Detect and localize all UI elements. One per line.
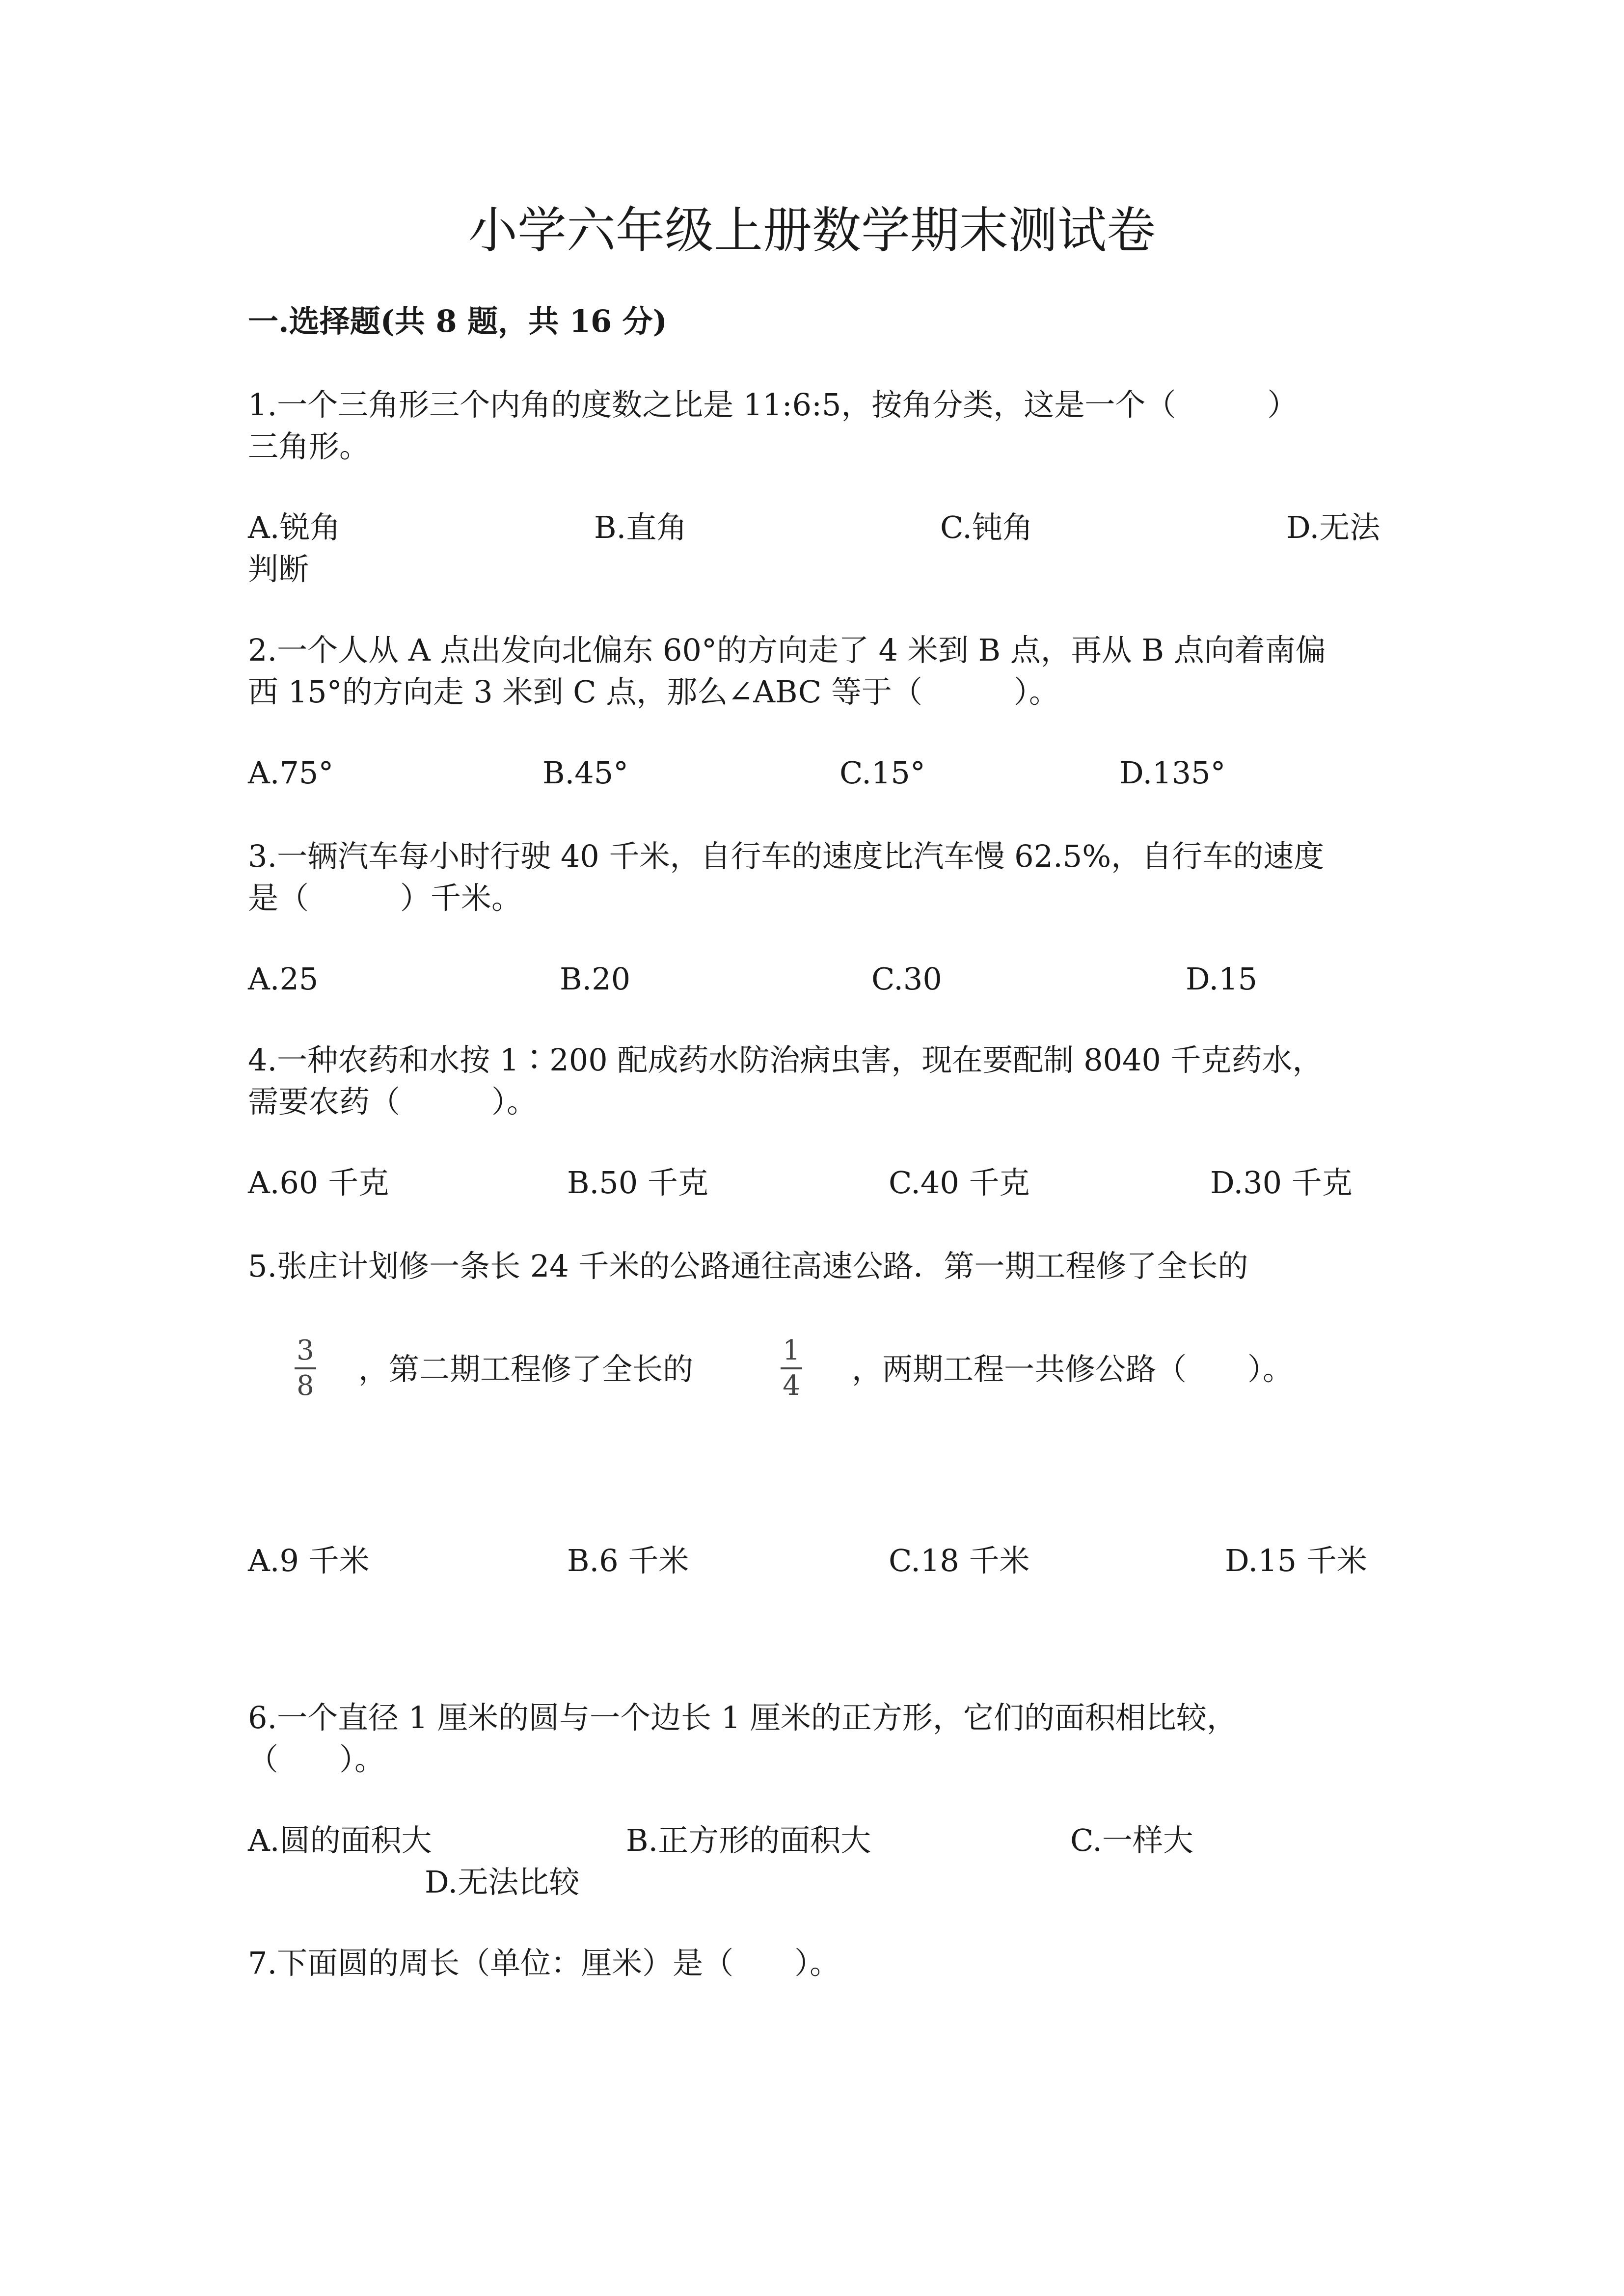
question-1-text: 1.一个三角形三个内角的度数之比是 11:6:5，按角分类，这是一个（ ）	[248, 387, 1298, 423]
question-1-option-d-cont: 判断	[248, 551, 309, 587]
question-5-text: 5.张庄计划修一条长 24 千米的公路通往高速公路．第一期工程修了全长的	[248, 1248, 1248, 1284]
question-3-option-d: D.15	[1186, 961, 1258, 997]
question-4-text: 4.一种农药和水按 1∶200 配成药水防治病虫害，现在要配制 8040 千克药水，	[248, 1042, 1323, 1078]
section-heading: 一.选择题(共 8 题，共 16 分)	[248, 303, 668, 339]
question-4-option-d: D.30 千克	[1210, 1165, 1353, 1201]
question-1-option-c: C.钝角	[940, 509, 1033, 545]
fraction-numerator: 1	[783, 1335, 800, 1366]
fraction-three-eighths	[295, 1335, 316, 1402]
question-4-option-c: C.40 千克	[889, 1165, 1030, 1201]
question-5-text-end: ，两期工程一共修公路（ ）。	[852, 1351, 1294, 1387]
question-3-option-a: A.25	[248, 961, 319, 997]
question-2-option-c: C.15°	[839, 755, 925, 791]
fraction-numerator: 3	[297, 1335, 314, 1366]
question-1-text-cont: 三角形。	[248, 428, 370, 464]
question-2-text: 2.一个人从 A 点出发向北偏东 60°的方向走了 4 米到 B 点，再从 B 点向着南偏	[248, 632, 1326, 668]
question-6-text: 6.一个直径 1 厘米的圆与一个边长 1 厘米的正方形，它们的面积相比较，	[248, 1700, 1237, 1735]
question-3-text-cont: 是（ ）千米。	[248, 880, 522, 916]
question-3-option-c: C.30	[871, 961, 942, 997]
question-4-option-a: A.60 千克	[248, 1165, 389, 1201]
question-6-option-b: B.正方形的面积大	[626, 1822, 871, 1858]
question-4-option-b: B.50 千克	[567, 1165, 708, 1201]
question-3-text: 3.一辆汽车每小时行驶 40 千米，自行车的速度比汽车慢 62.5%，自行车的速度	[248, 838, 1325, 874]
question-2-text-cont: 西 15°的方向走 3 米到 C 点，那么∠ABC 等于（ ）。	[248, 674, 1059, 710]
question-5-option-b: B.6 千米	[567, 1543, 689, 1578]
fraction-bar	[781, 1367, 802, 1369]
page-title: 小学六年级上册数学期末测试卷	[468, 202, 1156, 259]
question-1-option-d: D.无法	[1286, 509, 1380, 545]
fraction-denominator: 4	[783, 1370, 800, 1402]
question-5-option-d: D.15 千米	[1225, 1543, 1367, 1578]
question-2-option-b: B.45°	[542, 755, 629, 791]
question-2-option-d: D.135°	[1119, 755, 1226, 791]
question-2-option-a: A.75°	[248, 755, 334, 791]
question-6-text-cont: （ ）。	[248, 1741, 385, 1777]
question-4-text-cont: 需要农药（ ）。	[248, 1084, 538, 1120]
question-5-text-mid: ，第二期工程修了全长的	[358, 1351, 694, 1387]
fraction-bar	[295, 1367, 316, 1369]
question-1-option-b: B.直角	[594, 509, 687, 545]
question-1-option-a: A.锐角	[248, 509, 341, 545]
question-5-option-c: C.18 千米	[889, 1543, 1030, 1578]
question-7-text: 7.下面圆的周长（单位：厘米）是（ ）。	[248, 1945, 840, 1981]
question-5-option-a: A.9 千米	[248, 1543, 370, 1578]
fraction-one-quarter	[781, 1335, 802, 1402]
question-6-option-d: D.无法比较	[425, 1864, 580, 1900]
question-6-option-c: C.一样大	[1070, 1822, 1193, 1858]
fraction-denominator: 8	[297, 1370, 314, 1402]
question-3-option-b: B.20	[560, 961, 631, 997]
question-6-option-a: A.圆的面积大	[248, 1822, 432, 1858]
